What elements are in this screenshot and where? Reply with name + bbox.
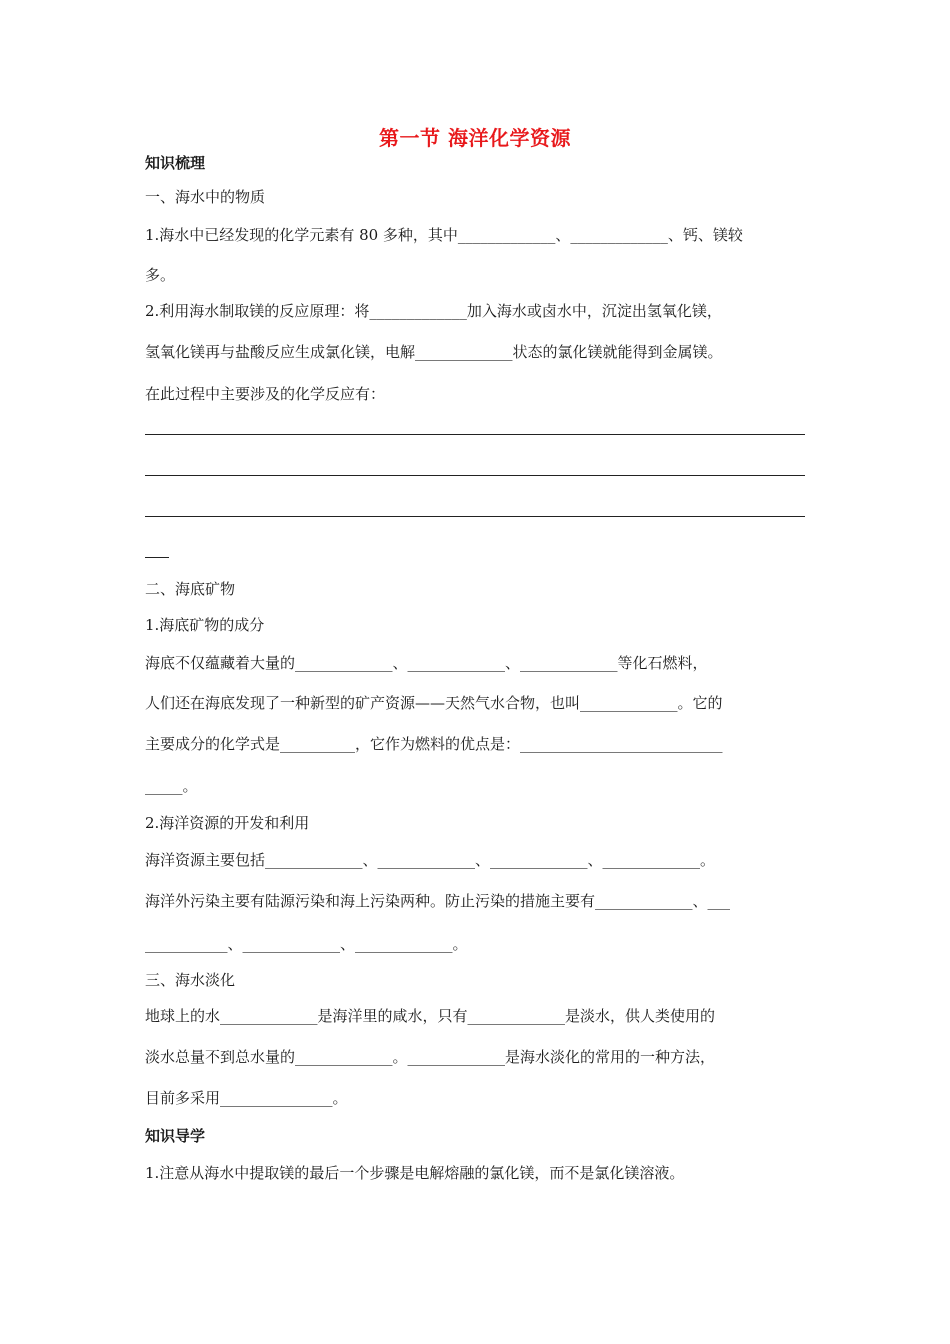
subheading-seawater-substances: 一、海水中的物质: [145, 188, 266, 206]
paragraph-fresh-water: 淡水总量不到总水量的_____________。_____________是海水淡化的常用的一种方法，: [145, 1048, 716, 1066]
answer-line: [145, 516, 805, 517]
answer-line-end: [145, 557, 169, 558]
paragraph-gas-hydrate: 人们还在海底发现了一种新型的矿产资源——天然气水合物，也叫_____________。它的: [145, 694, 723, 712]
subheading-seabed-minerals: 二、海底矿物: [145, 580, 236, 598]
question-1-text: 1.海水中已经发现的化学元素有 80 多种，其中_____________、_____________、钙、镁较: [145, 226, 743, 244]
question-1-continuation: 多。: [145, 266, 176, 284]
guide-note-1: 1.注意从海水中提取镁的最后一个步骤是电解熔融的氯化镁，而不是氯化镁溶液。: [145, 1164, 685, 1182]
subheading-resource-development: 2.海洋资源的开发和利用: [145, 814, 310, 832]
paragraph-desalination-method: 目前多采用_______________。: [145, 1089, 348, 1107]
question-2-continuation: 氢氧化镁再与盐酸反应生成氯化镁，电解_____________状态的氯化镁就能得到金属镁。: [145, 343, 723, 361]
paragraph-formula-continuation: _____。: [145, 777, 198, 795]
paragraph-chemical-formula: 主要成分的化学式是__________，它作为燃料的优点是：___________________________: [145, 735, 723, 753]
paragraph-ocean-resources: 海洋资源主要包括_____________、_____________、_____________、_____________。: [145, 851, 716, 869]
question-2-reactions-prompt: 在此过程中主要涉及的化学反应有：: [145, 385, 386, 403]
paragraph-fossil-fuels: 海底不仅蕴藏着大量的_____________、_____________、_____________等化石燃料，: [145, 654, 708, 672]
question-2-text: 2.利用海水制取镁的反应原理：将_____________加入海水或卤水中，沉淀出氢氧化镁，: [145, 302, 722, 320]
paragraph-water-distribution: 地球上的水_____________是海洋里的咸水，只有_____________是淡水，供人类使用的: [145, 1007, 716, 1025]
section-heading-knowledge-summary: 知识梳理: [145, 154, 206, 172]
answer-line: [145, 434, 805, 435]
subheading-mineral-composition: 1.海底矿物的成分: [145, 616, 265, 634]
paragraph-pollution-continuation: ___________、_____________、_____________。: [145, 935, 468, 953]
paragraph-pollution: 海洋外污染主要有陆源污染和海上污染两种。防止污染的措施主要有_____________、___: [145, 892, 731, 910]
answer-line: [145, 475, 805, 476]
section-heading-knowledge-guide: 知识导学: [145, 1127, 206, 1145]
page-title: 第一节 海洋化学资源: [379, 126, 571, 150]
subheading-desalination: 三、海水淡化: [145, 971, 236, 989]
